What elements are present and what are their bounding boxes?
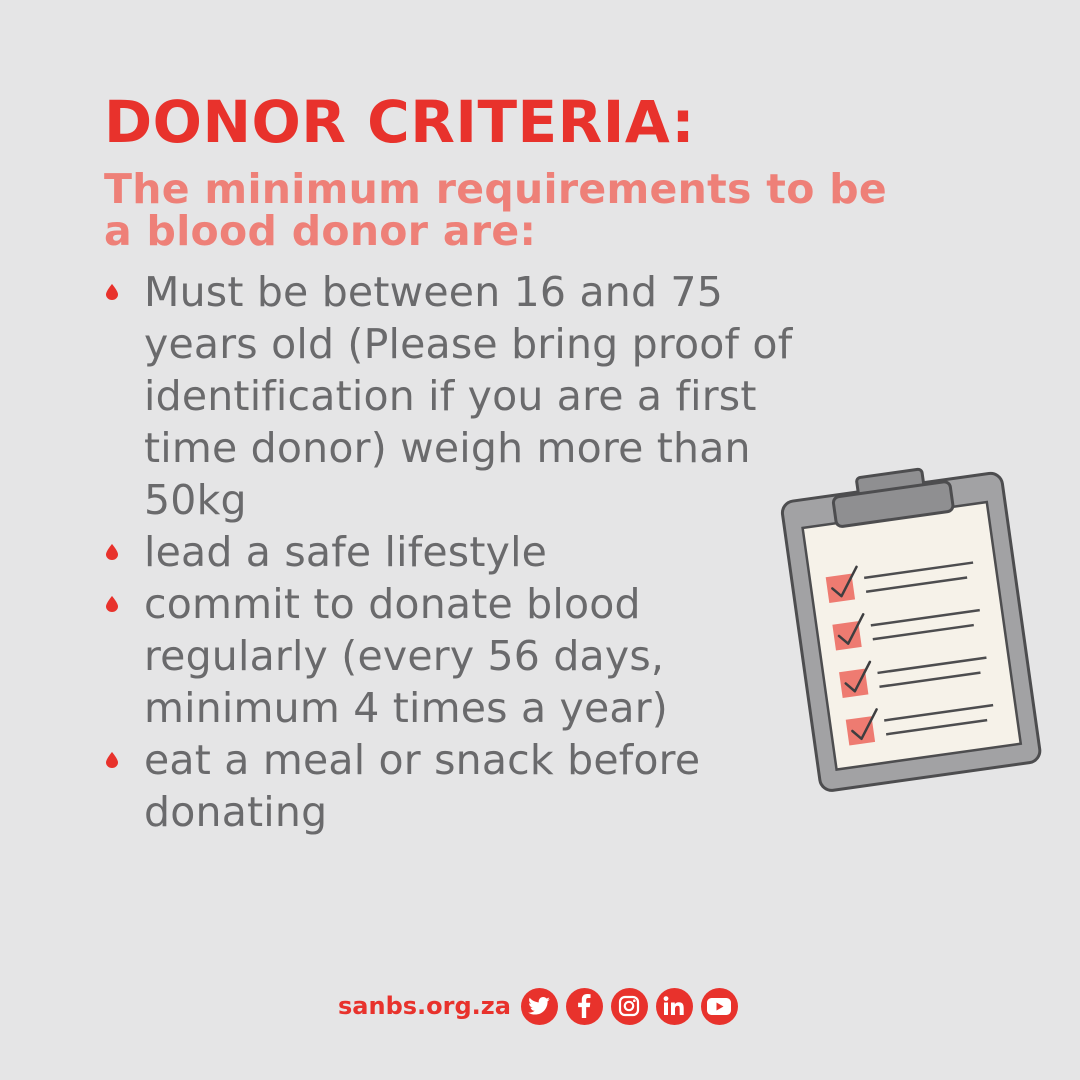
- criteria-text: commit to donate blood regularly (every 56 days, minimum 4 times a year): [144, 580, 668, 732]
- facebook-icon[interactable]: [566, 988, 603, 1025]
- blood-drop-icon: [106, 544, 118, 560]
- list-item: [104, 266, 804, 526]
- criteria-text: eat a meal or snack before donating: [144, 736, 701, 836]
- criteria-text: lead a safe lifestyle: [144, 528, 548, 576]
- criteria-list: [104, 266, 804, 838]
- page-title: DONOR CRITERIA:: [104, 88, 696, 156]
- instagram-icon[interactable]: [611, 988, 648, 1025]
- list-item: [104, 734, 804, 838]
- clipboard-checklist-icon: [760, 466, 1060, 796]
- list-item: [104, 526, 804, 578]
- footer: [338, 984, 746, 1028]
- criteria-text: Must be between 16 and 75 years old (Please bring proof of identification if you are a first time donor) weigh more than 50kg: [144, 268, 793, 524]
- website-link[interactable]: sanbs.org.za: [338, 992, 511, 1020]
- blood-drop-icon: [106, 752, 118, 768]
- subtitle: The minimum requirements to be a blood donor are:: [104, 165, 887, 255]
- list-item: [104, 578, 804, 734]
- blood-drop-icon: [106, 596, 118, 612]
- youtube-icon[interactable]: [701, 988, 738, 1025]
- blood-drop-icon: [106, 284, 118, 300]
- twitter-icon[interactable]: [521, 988, 558, 1025]
- linkedin-icon[interactable]: [656, 988, 693, 1025]
